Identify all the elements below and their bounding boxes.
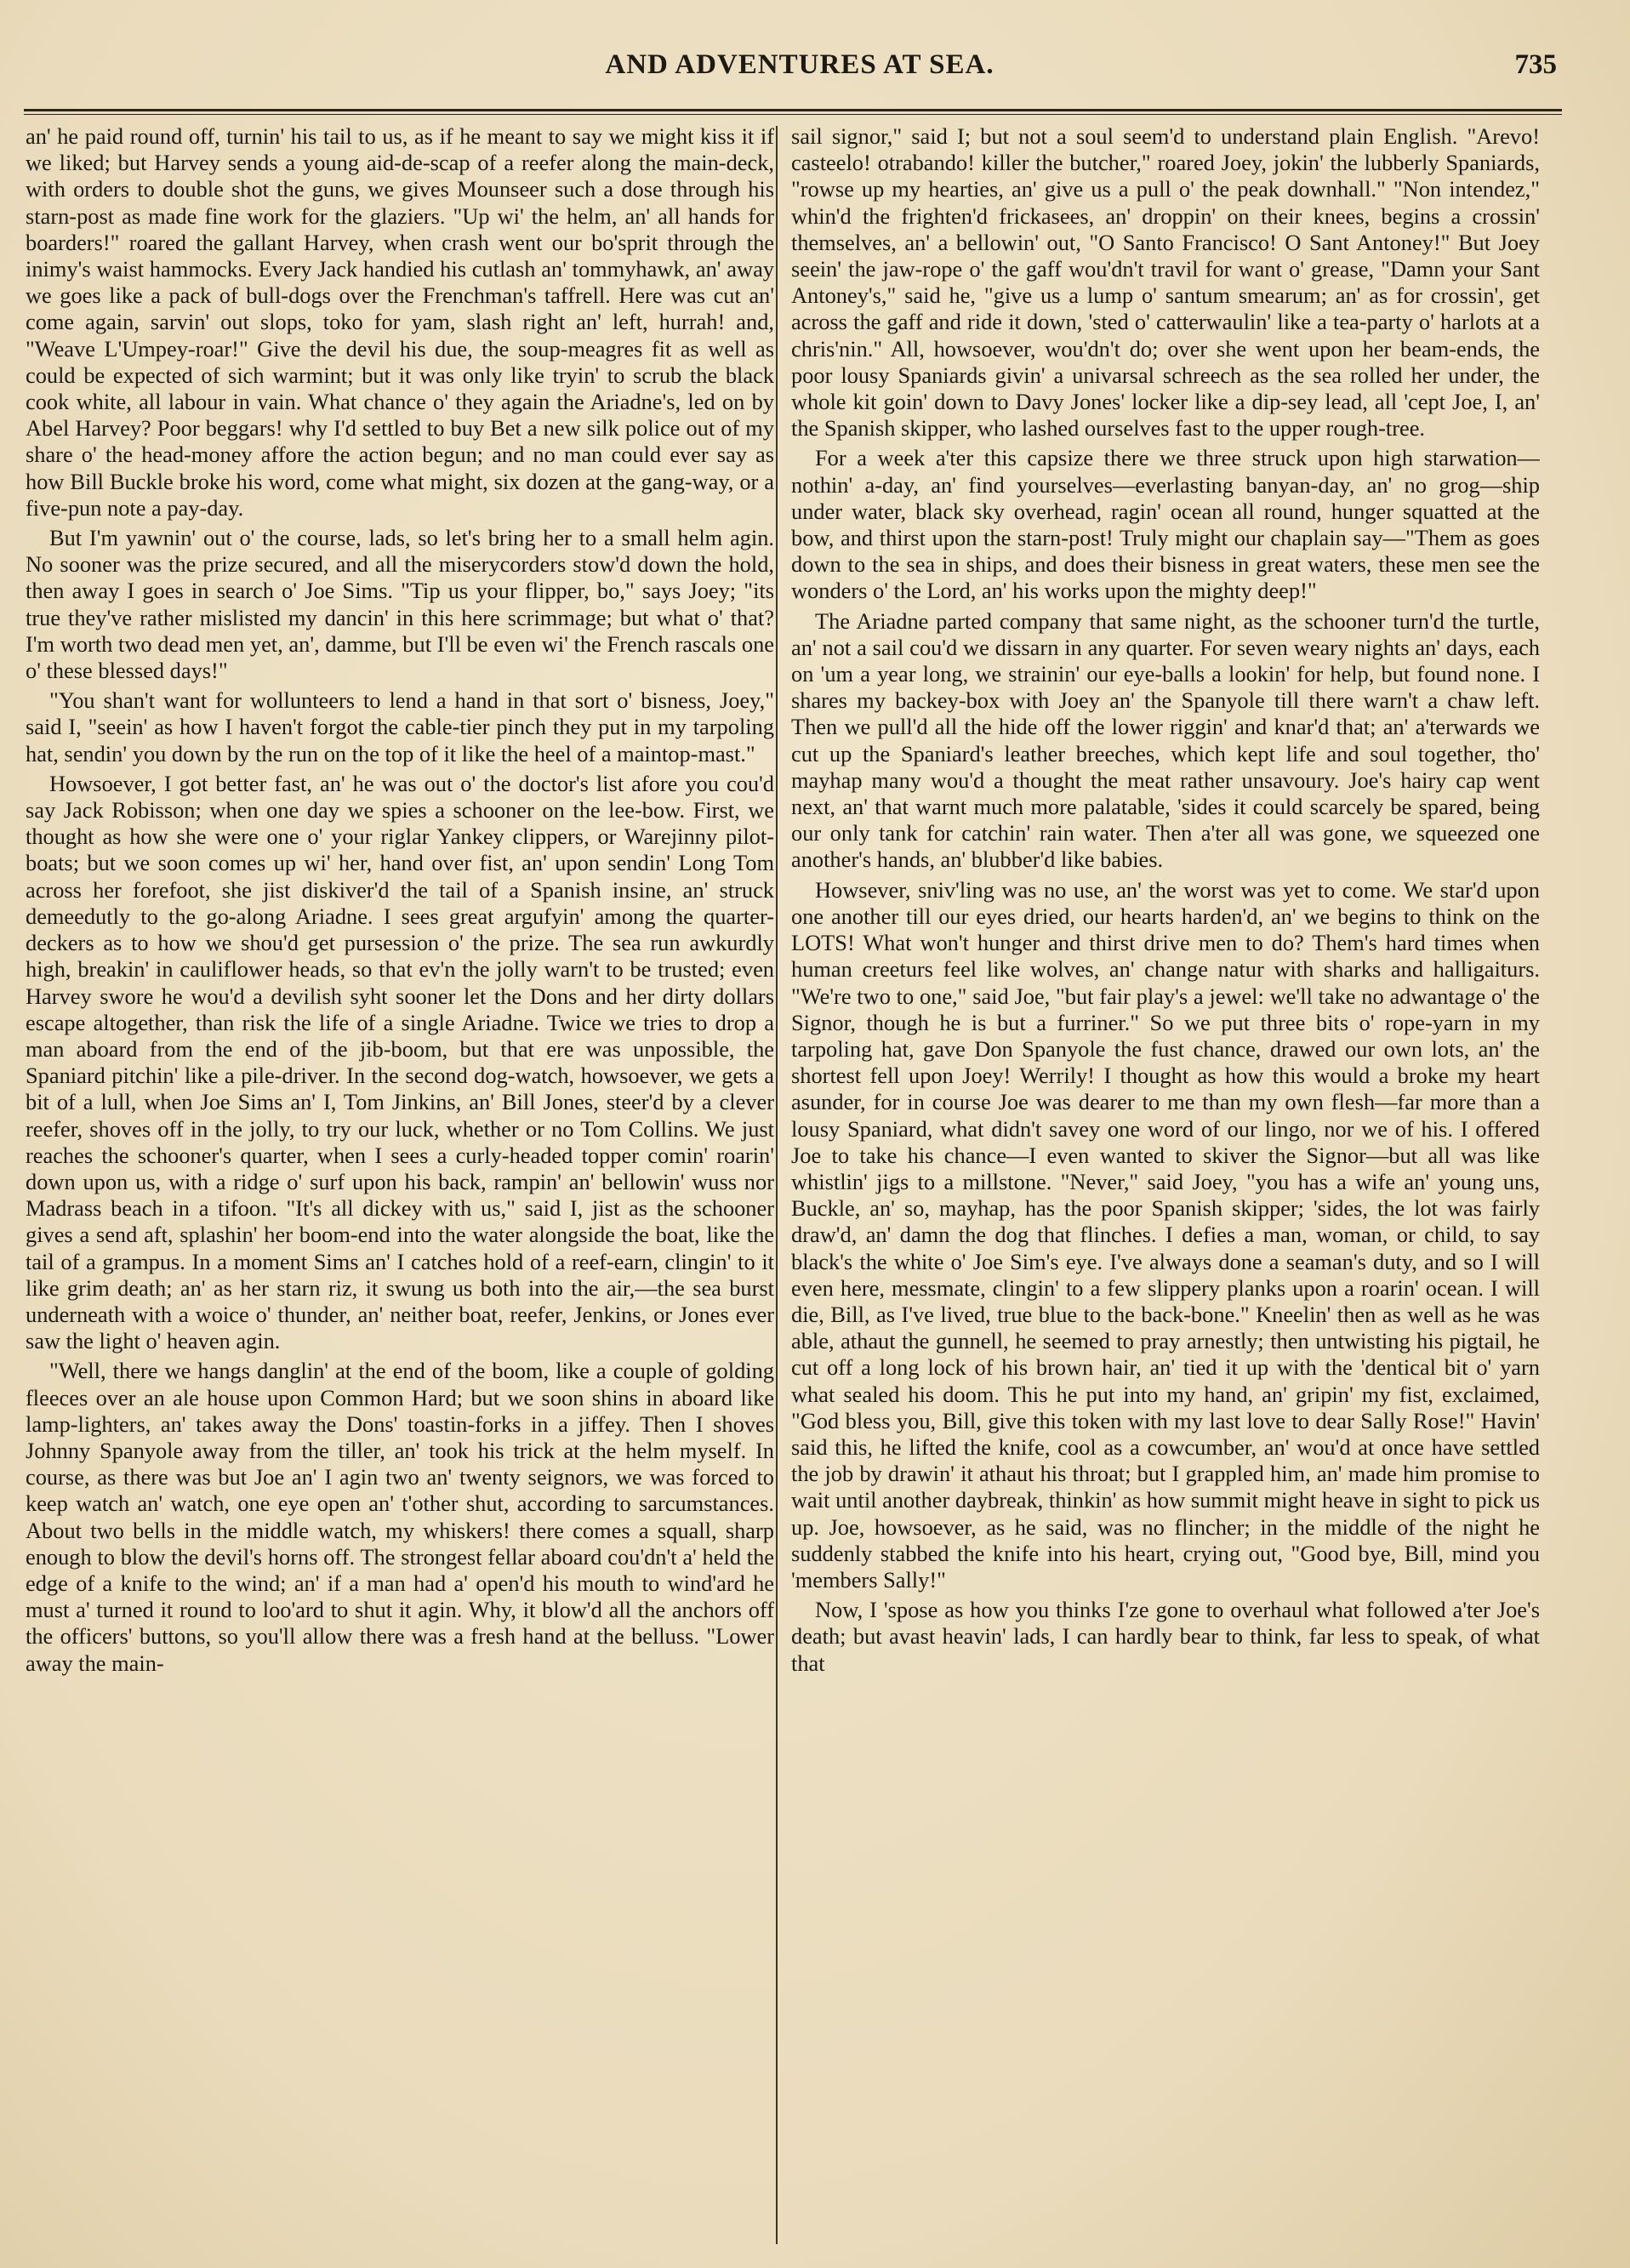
header-rule xyxy=(24,109,1562,111)
paragraph: The Ariadne parted company that same night, as the schooner turn'd the turtle, an' not a sail cou'd we dissarn in any quarter. For seven weary nights an' days, each on 'um a year long, we strainin' our eye-balls a lookin' for help, but found none. I shares my backey-box with Joey an' the Spanyole till there warn't a chaw left. Then we pull'd all the hide off the lower riggin' and knar'd that; an' a'terwards we cut up the Spaniard's leather breeches, which kept life and soul together, tho' mayhap many wou'd a thought the meat rather unsavoury. Joe's hairy cap went next, an' that warnt much more palatable, 'sides it could scarcely be spared, being our only tank for catchin' rain water. Then a'ter all was gone, we squeezed one another's hands, an' blubber'd like babies. xyxy=(791,607,1540,873)
column-right xyxy=(791,123,1540,2250)
column-left xyxy=(26,123,774,2250)
header-rule-thin xyxy=(24,114,1562,115)
paragraph: sail signor," said I; but not a soul seem'd to understand plain English. "Arevo! casteelo! otrabando! killer the butcher," roared Joey, jokin' the lubberly Spaniards, "rowse up my hearties, an' give us a pull o' the peak downhall." "Non intendez," whin'd the frighten'd frickasees, an' droppin' on their knees, begins a crossin' themselves, an' a bellowin' out, "O Santo Francisco! O Sant Antoney!" But Joey seein' the jaw-rope o' the gaff wou'dn't travil for want o' grease, "Damn your Sant Antoney's," said he, "give us a lump o' santum smearum; an' as for crossin', get across the gaff and ride it down, 'sted o' catterwaulin' like a tea-party o' harlots at a chris'nin." All, howsoever, wou'dn't do; over she went upon her beam-ends, the poor lousy Spaniards givin' a univarsal schreech as the sea rolled her under, the whole kit goin' down to Davy Jones' locker like a dip-sey lead, all 'cept Joe, I, an' the Spanish skipper, who lashed ourselves fast to the upper rough-tree. xyxy=(791,123,1540,442)
paragraph: "Well, there we hangs danglin' at the end of the boom, like a couple of golding fleeces over an ale house upon Common Hard; but we soon shins in aboard like lamp-lighters, an' takes away the Dons' toastin-forks in a jiffey. Then I shoves Johnny Spanyole away from the tiller, an' took his trick at the helm myself. In course, as there was but Joe an' I agin two an' twenty seignors, we was forced to keep watch an' watch, one eye open an' t'other shut, according to sarcumstances. About two bells in the middle watch, my whiskers! there comes a squall, sharp enough to blow the devil's horns off. The strongest fellar aboard cou'dn't a' held the edge of a knife to the wind; an' if a man had a' open'd his mouth to wind'ard he must a' turned it round to loo'ard to shut it agin. Why, it blow'd all the anchors off the officers' buttons, so you'll allow there was a fresh hand at the belluss. "Lower away the main- xyxy=(26,1358,774,1676)
paragraph: For a week a'ter this capsize there we three struck upon high starwation—nothin' a-day, an' find yourselves—everlasting banyan-day, an' no grog—ship under water, black sky overhead, ragin' ocean all round, hunger squatted at the bow, and thirst upon the starn-post! Truly might our chaplain say—"Them as goes down to the sea in ships, and does their bisness in great waters, these men see the wonders o' the Lord, an' his works upon the mighty deep!" xyxy=(791,445,1540,604)
page-header xyxy=(34,49,1565,97)
paragraph: Now, I 'spose as how you thinks I'ze gone to overhaul what followed a'ter Joe's death; but avast heavin' lads, I can hardly bear to think, far less to speak, of what that xyxy=(791,1597,1540,1676)
page-number: 735 xyxy=(1514,49,1557,80)
paragraph: an' he paid round off, turnin' his tail to us, as if he meant to say we might kiss it if we liked; but Harvey sends a young aid-de-scap of a reefer along the main-deck, with orders to double shot the guns, we gives Mounseer such a dose through his starn-post as made fine work for the glaziers. "Up wi' the helm, an' all hands for boarders!" roared the gallant Harvey, when crash went our bo'sprit through the inimy's waist hammocks. Every Jack handied his cutlash an' tommyhawk, an' away we goes like a pack of bull-dogs over the Frenchman's taffrell. Here was cut an' come again, sarvin' out slops, toko for yam, slash right an' left, hurrah! and, "Weave L'Umpey-roar!" Give the devil his due, the soup-meagres fit as well as could be expected of sich warmint; but it was only like tryin' to scrub the black cook white, all labour in vain. What chance o' they again the Ariadne's, led on by Abel Harvey? Poor beggars! why I'd settled to buy Bet a new silk police out of my share o' the head-money affore the action begun; and no man could ever say as how Bill Buckle broke his word, come what might, six dozen at the gang-way, or a five-pun note a pay-day. xyxy=(26,123,774,521)
paragraph: "You shan't want for wollunteers to lend a hand in that sort o' bisness, Joey," said I, "seein' as how I haven't forgot the cable-tier pinch they put in my tarpoling hat, sendin' you down by the run on the top of it like the heel of a maintop-mast." xyxy=(26,687,774,766)
column-divider xyxy=(776,126,778,2244)
running-title: AND ADVENTURES AT SEA. xyxy=(605,49,995,80)
paragraph: Howsever, sniv'ling was no use, an' the worst was yet to come. We star'd upon one another till our eyes dried, our hearts harden'd, an' we begins to think on the LOTS! What won't hunger and thirst drive men to do? Them's hard times when human creeturs feel like wolves, an' change natur with sharks and halligaiturs. "We're two to one," said Joe, "but fair play's a jewel: we'll take no adwantage o' the Signor, though he is but a furriner." So we put three bits o' rope-yarn in my tarpoling hat, gave Don Spanyole the fust chance, drawed our own lots, an' the shortest fell upon Joey! Werrily! I thought as how this would a broke my heart asunder, for in course Joe was dearer to me than my own flesh—far more than a lousy Spaniard, what didn't savey one word of our lingo, nor we of his. I offered Joe to take his chance—I even wanted to skiver the Signor—but all was like whistlin' jigs to a millstone. "Never," said Joey, "you has a wife an' young uns, Buckle, an' so, mayhap, has the poor Spanish skipper; 'sides, the lot was fairly draw'd, an' damn the dog that flinches. I defies a man, woman, or child, to say black's the white o' Joe Sim's eye. I've always done a seaman's duty, and so I will even here, messmate, clingin' to a few slippery planks upon a roarin' ocean. I will die, Bill, as I've lived, true blue to the back-bone." Kneelin' then as well as he was able, athaut the gunnell, he seemed to pray arnestly; then untwisting his pigtail, he cut off a long lock of his brown hair, an' tied it up with the 'dentical bit o' yarn what sealed his doom. This he put into my hand, an' gripin' my fist, exclaimed, "God bless you, Bill, give this token with my last love to dear Sally Rose!" Havin' said this, he lifted the knife, cool as a cowcumber, an' wou'd at once have settled the job by drawin' it athaut his throat; but I grappled him, an' made him promise to wait until another daybreak, thinkin' as how summit might heave in sight to pick us up. Joe, howsoever, as he said, was no flincher; in the middle of the night he suddenly stabbed the knife into his heart, crying out, "Good bye, Bill, mind you 'members Sally!" xyxy=(791,876,1540,1593)
paragraph: Howsoever, I got better fast, an' he was out o' the doctor's list afore you cou'd say Jack Robisson; when one day we spies a schooner on the lee-bow. First, we thought as how she were one o' your riglar Yankey clippers, or Warejinny pilot-boats; but we soon comes up wi' her, hand over fist, an' upon sendin' Long Tom across her forefoot, she jist diskiver'd the tail of a Spanish insine, an' struck demeedutly to the go-along Ariadne. I sees great argufyin' among the quarter-deckers as to how we shou'd get pursession o' the prize. The sea run awkurdly high, breakin' in cauliflower heads, so that ev'n the jolly warn't to be trusted; even Harvey swore he wou'd a devilish syht sooner let the Dons and her dirty dollars escape altogether, than risk the life of a single Ariadne. Twice we tries to drop a man aboard from the end of the jib-boom, but that ere was unpossible, the Spaniard pitchin' like a pile-driver. In the second dog-watch, howsoever, we gets a bit of a lull, when Joe Sims an' I, Tom Jinkins, an' Bill Jones, steer'd by a clever reefer, shoves off in the jolly, to try our luck, whether or no Tom Collins. We just reaches the schooner's quarter, when I sees a curly-headed topper comin' roarin' down upon us, with a ridge o' surf upon his back, rampin' an' bellowin' wuss nor Madrass beach in a tifoon. "It's all dickey with us," said I, jist as the schooner gives a send aft, splashin' her boom-end into the water alongside the boat, like the tail of a grampus. In a moment Sims an' I catches hold of a reef-earn, clingin' to it like grim death; an' as her starn riz, it swung us both into the air,—the sea burst underneath with a woice o' thunder, an' neither boat, reefer, Jenkins, or Jones ever saw the light o' heaven agin. xyxy=(26,770,774,1354)
paragraph: But I'm yawnin' out o' the course, lads, so let's bring her to a small helm agin. No sooner was the prize secured, and all the miserycorders stow'd down the hold, then away I goes in search o' Joe Sims. "Tip us your flipper, bo," says Joey; "its true they've rather mislisted my dancin' in this here scrimmage; but what o' that? I'm worth two dead men yet, an', damme, but I'll be even wi' the French rascals one o' these blessed days!" xyxy=(26,525,774,684)
